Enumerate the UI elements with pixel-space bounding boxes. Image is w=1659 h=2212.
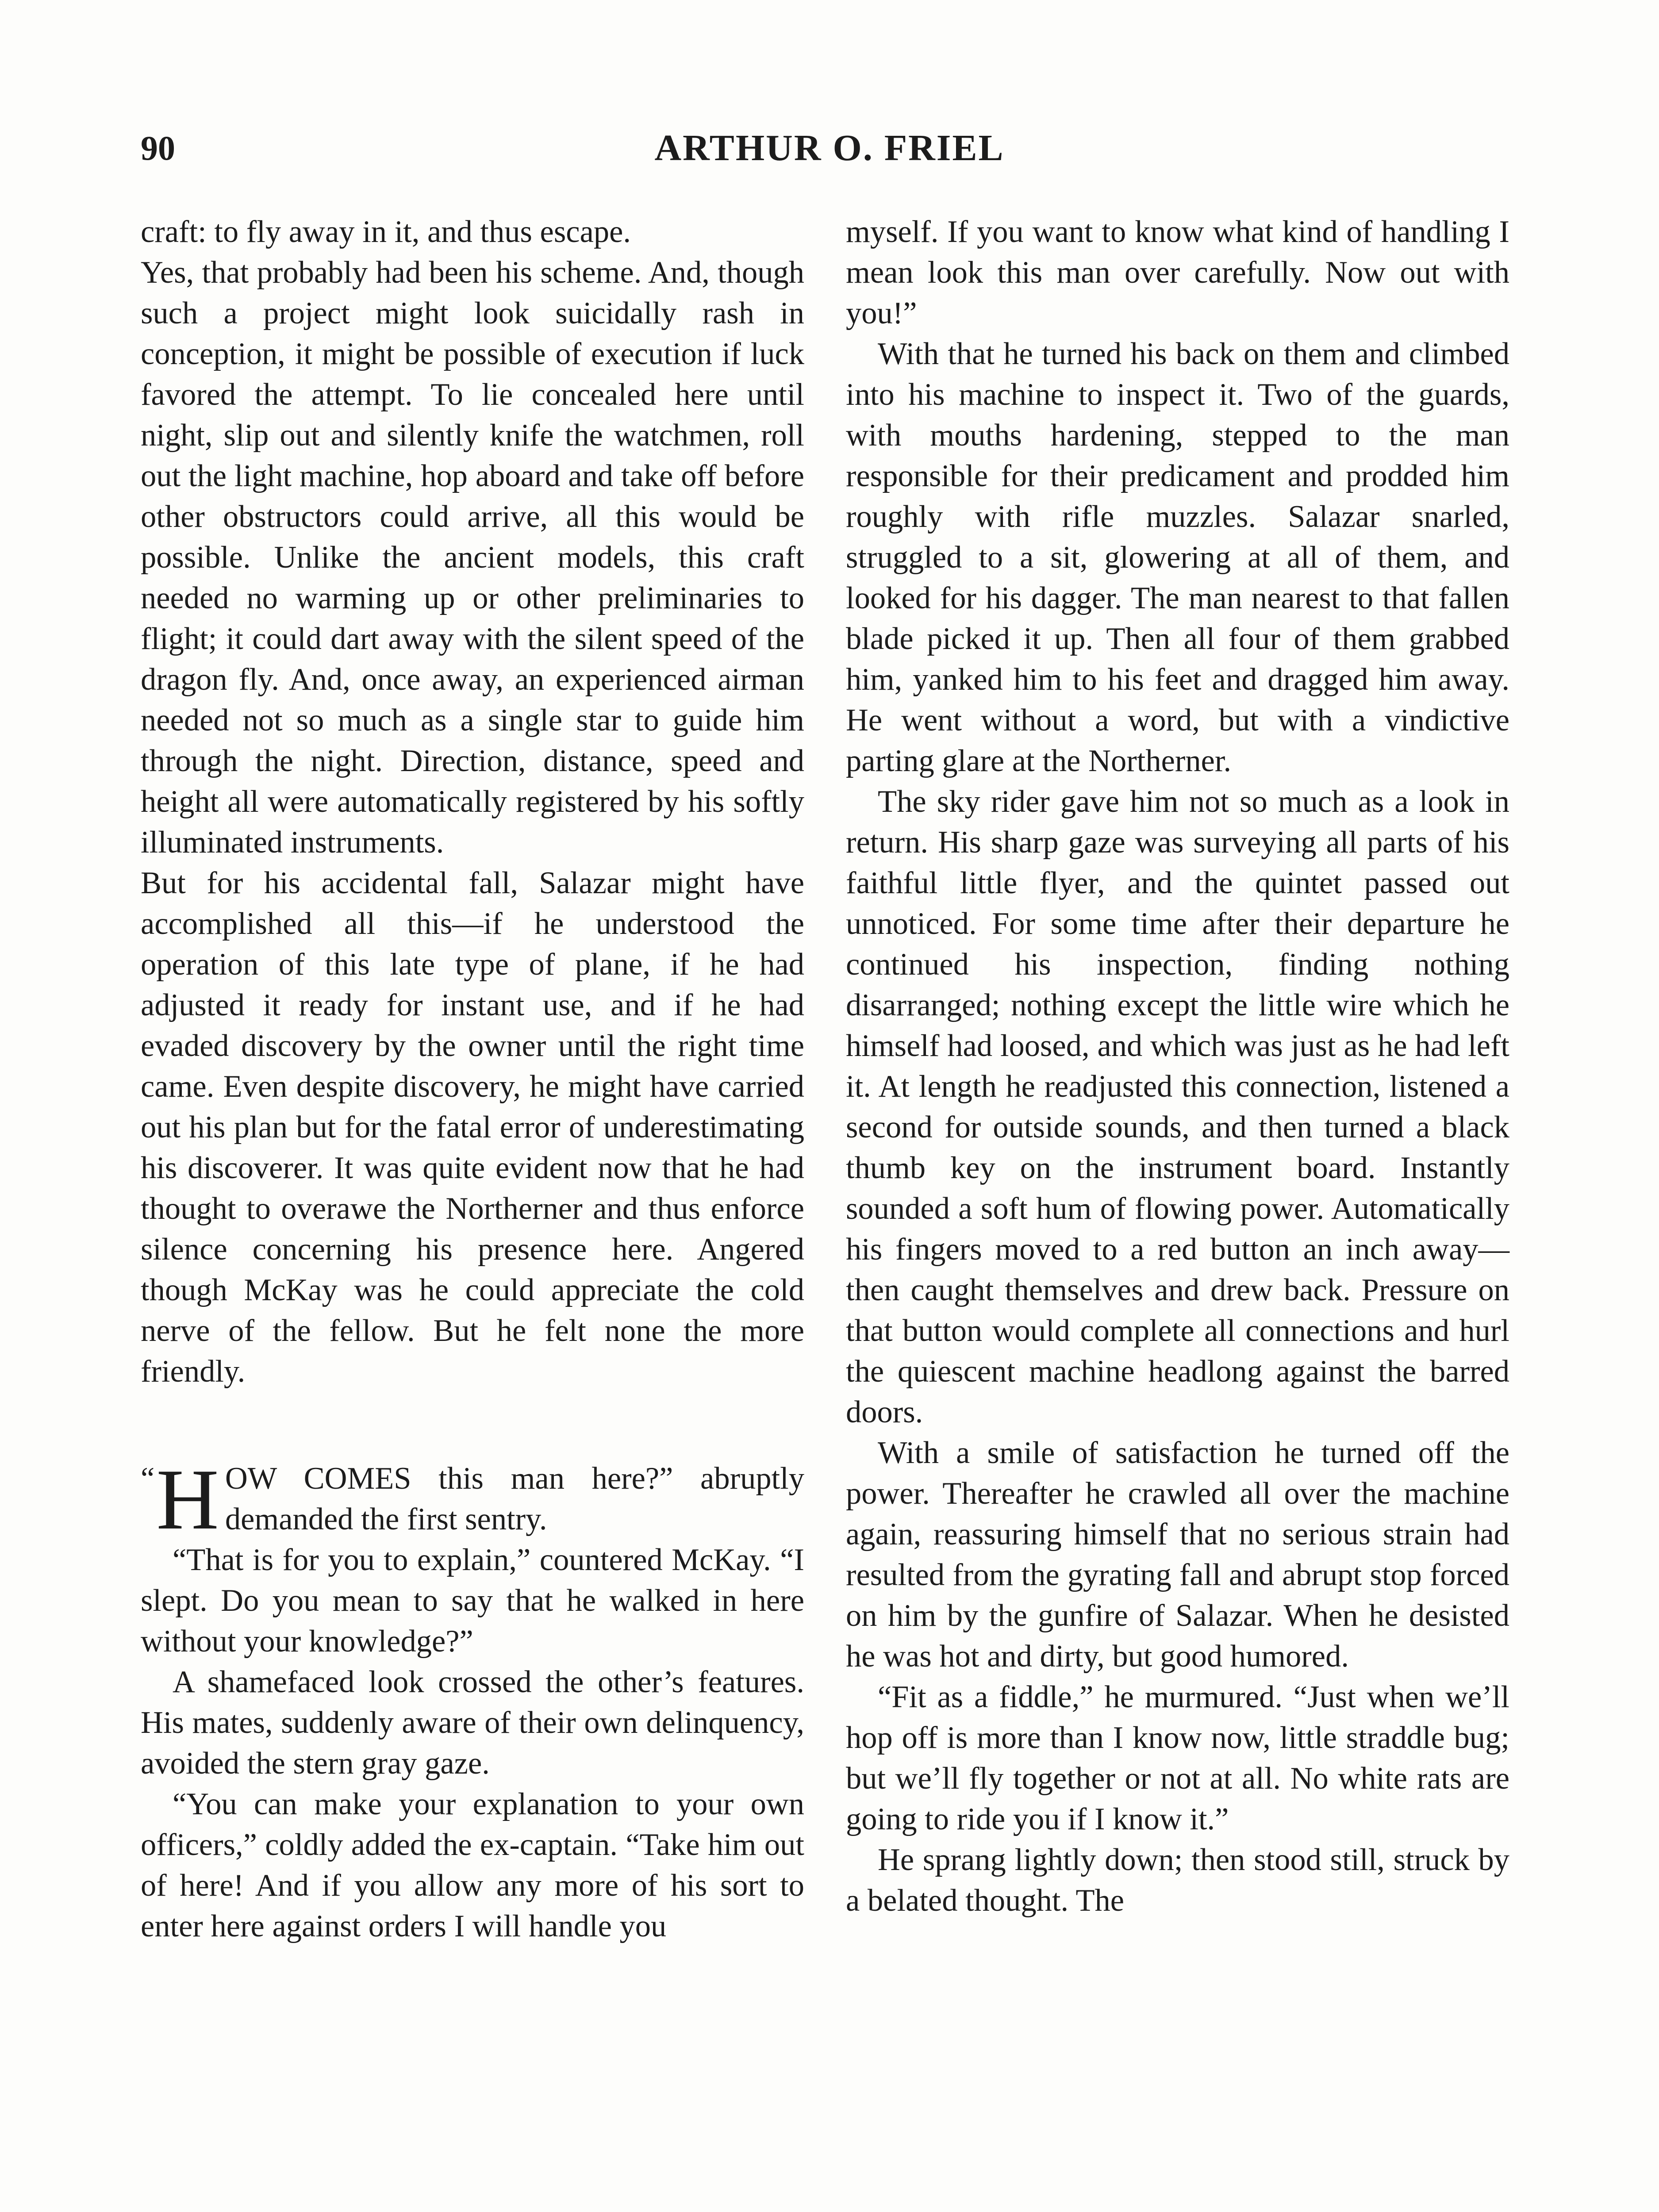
right-column [846, 211, 1509, 1921]
paragraph: “You can make your explanation to your own officers,” coldly added the ex-captain. “Take him out of here! And if you allow any more of his sort to enter here against orders I will handle you [141, 1787, 804, 1943]
page-number: 90 [141, 129, 175, 167]
paragraph: Yes, that probably had been his scheme. And, though such a project might look suicidally rash in conception, it might be possible of execution if luck favored the attempt. To lie concealed here until night, slip out and silently knife the watchmen, roll out the light machine, hop aboard and take off before other obstructors could arrive, all this would be possible. Unlike the ancient models, this craft needed no warming up or other preliminaries to flight; it could dart away with the silent speed of the dragon fly. And, once away, an experienced airman needed not so much as a single star to guide him through the night. Direction, distance, speed and height all were automatically registered by his softly illuminated instruments. [141, 255, 804, 860]
small-caps-lead: OW COMES [225, 1461, 411, 1496]
paragraph: craft: to fly away in it, and thus escape. [141, 215, 631, 249]
paragraph: With a smile of satisfaction he turned off the power. Thereafter he crawled all over the machine again, reassuring himself that no serious strain had resulted from the gyrating fall and abrupt stop forced on him by the gunfire of Salazar. When he desisted he was hot and dirty, but good humored. [846, 1436, 1509, 1674]
paragraph: But for his accidental fall, Salazar might have accomplished all this—if he understood the operation of this late type of plane, if he had adjusted it ready for instant use, and if he had evaded discovery by the owner until the right time came. Even despite discovery, he might have carried out his plan but for the fatal error of underestimating his discoverer. It was quite evident now that he had thought to overawe the Northerner and thus enforce silence concerning his presence here. Angered though McKay was he could appreciate the cold nerve of the fellow. But he felt none the more friendly. [141, 866, 804, 1389]
left-column [141, 211, 804, 1947]
section-break [141, 1392, 804, 1458]
paragraph: “That is for you to explain,” countered McKay. “I slept. Do you mean to say that he walked in here without your knowledge?” [141, 1543, 804, 1659]
paragraph: myself. If you want to know what kind of handling I mean look this man over carefully. Now out with you!” [846, 215, 1509, 330]
paragraph: With that he turned his back on them and climbed into his machine to inspect it. Two of the guards, with mouths hardening, stepped to the man responsible for their predicament and prodded him roughly with rifle muzzles. Salazar snarled, struggled to a sit, glowering at all of them, and looked for his dagger. The man nearest to that fallen blade picked it up. Then all four of them grabbed him, yanked him to his feet and dragged him away. He went without a word, but with a vindictive parting glare at the Northerner. [846, 337, 1509, 778]
paragraph-text: this man here?” abruptly demanded the first sentry. [225, 1461, 805, 1536]
paragraph: He sprang lightly down; then stood still, struck by a belated thought. The [846, 1843, 1509, 1918]
opening-quote: “ [141, 1461, 155, 1496]
page-header [141, 124, 1518, 173]
paragraph: A shamefaced look crossed the other’s features. His mates, suddenly aware of their own delinquency, avoided the stern gray gaze. [141, 1665, 804, 1781]
running-head: ARTHUR O. FRIEL [654, 127, 1005, 169]
paragraph: The sky rider gave him not so much as a look in return. His sharp gaze was surveying all parts of his faithful little flyer, and the quintet passed out unnoticed. For some time after their departure he continued his inspection, finding nothing disarranged; nothing except the little wire which he himself had loosed, and which was just as he had left it. At length he readjusted this connection, listened a second for outside sounds, and then turned a black thumb key on the instrument board. Instantly sounded a soft hum of flowing power. Automatically his fingers moved to a red button an inch away—then caught themselves and drew back. Pressure on that button would complete all connections and hurl the quiescent machine headlong against the barred doors. [846, 784, 1509, 1429]
drop-cap-paragraph [141, 1452, 805, 1548]
paragraph: “Fit as a fiddle,” he murmured. “Just when we’ll hop off is more than I know now, little straddle bug; but we’ll fly together or not at all. No white rats are going to ride you if I know it.” [846, 1680, 1509, 1836]
drop-cap: H [156, 1452, 219, 1548]
